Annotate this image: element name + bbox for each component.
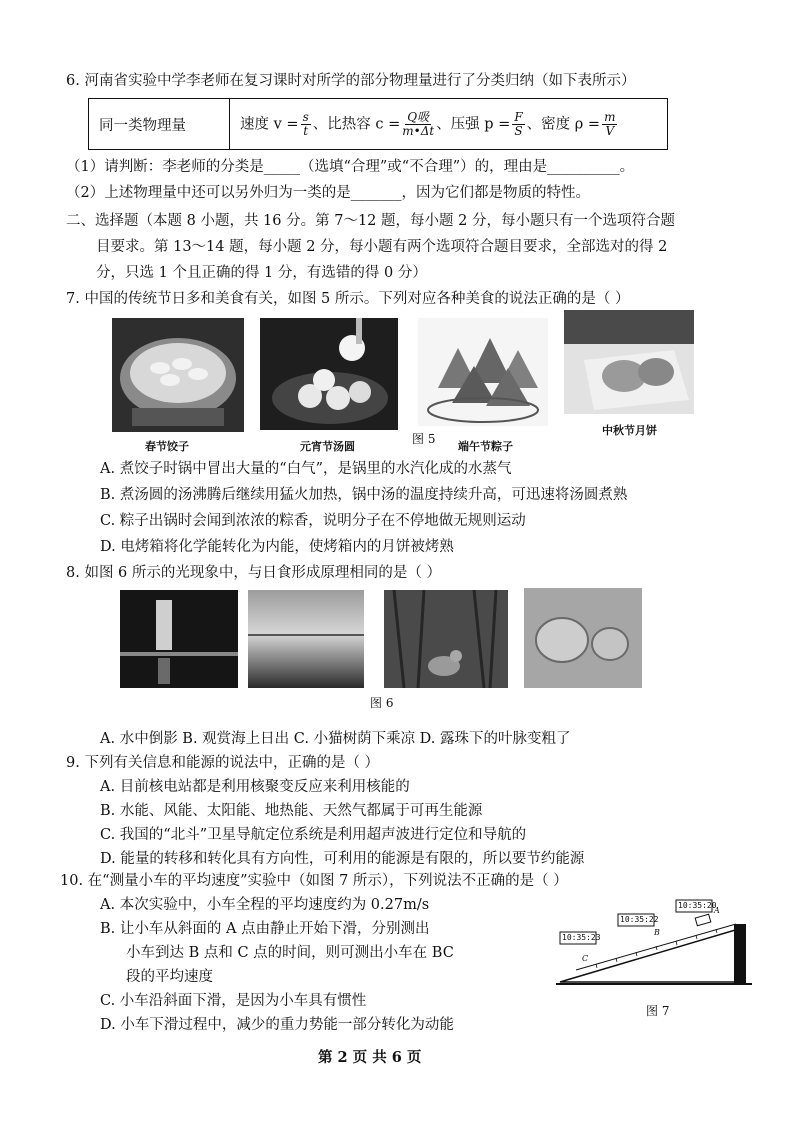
q10-option-b: B. 让小车从斜面的 A 点由静止开始下滑，分别测出 xyxy=(100,921,430,937)
caption-dumplings: 春节饺子 xyxy=(145,440,189,453)
q6-stem: 6. 河南省实验中学李老师在复习课时对所学的部分物理量进行了分类归纳（如下表所示） xyxy=(66,73,636,89)
q7-option-c: C. 粽子出锅时会闻到浓浓的粽香，说明分子在不停地做无规则运动 xyxy=(100,513,526,529)
q10-stem: 10. 在“测量小车的平均速度”实验中（如图 7 所示），下列说法不正确的是（ ） xyxy=(60,873,568,889)
point-c-label: C xyxy=(582,954,589,963)
dewdrop-photo xyxy=(524,588,642,688)
figure7-label: 图 7 xyxy=(646,1004,670,1018)
page-footer: 第 2 页 共 6 页 xyxy=(318,1049,422,1066)
q9-option-c: C. 我国的“北斗”卫星导航定位系统是利用超声波进行定位和导航的 xyxy=(100,827,527,843)
zongzi-photo xyxy=(418,318,548,426)
clock-a: 10:35:20 xyxy=(678,901,717,910)
q10-option-a: A. 本次实验中，小车全程的平均速度约为 0.27m/s xyxy=(100,897,430,913)
q9-option-b: B. 水能、风能、太阳能、地热能、天然气都属于可再生能源 xyxy=(100,803,483,819)
q8-options: A. 水中倒影 B. 观赏海上日出 C. 小猫树荫下乘凉 D. 露珠下的叶脉变粗了 xyxy=(100,731,571,747)
section2-line3: 分，只选 1 个且正确的得 1 分，有选错的得 0 分） xyxy=(96,265,427,281)
caption-tangyuan: 元宵节汤圆 xyxy=(300,440,355,453)
reflection-photo xyxy=(120,590,238,688)
q6-table xyxy=(88,98,668,150)
q10-option-c: C. 小车沿斜面下滑，是因为小车具有惯性 xyxy=(100,993,367,1009)
mooncake-photo xyxy=(564,310,694,414)
heat-label: 、比热容 c = xyxy=(312,116,401,132)
dumplings-photo xyxy=(112,318,244,432)
pressure-label: 、压强 p = xyxy=(436,116,511,132)
q9-option-a: A. 目前核电站都是利用核聚变反应来利用核能的 xyxy=(100,779,410,795)
speed-fraction: $\frac{s}{t}$ xyxy=(302,109,309,138)
q10-option-b-cont: 小车到达 B 点和 C 点的时间，则可测出小车在 BC xyxy=(126,945,454,961)
cat-shade-photo xyxy=(384,590,508,688)
q7-stem: 7. 中国的传统节日多和美食有关，如图 5 所示。下列对应各种美食的说法正确的是（ ） xyxy=(66,291,630,307)
q6-part2: （2）上述物理量中还可以另外归为一类的是_______，因为它们都是物质的特性。 xyxy=(66,185,590,201)
clock-c: 10:35:23 xyxy=(562,933,601,942)
sunrise-photo xyxy=(248,590,364,688)
clock-b: 10:35:22 xyxy=(620,915,659,924)
q7-option-a: A. 煮饺子时锅中冒出大量的“白气”，是锅里的水汽化成的水蒸气 xyxy=(100,461,512,477)
point-b-label: B xyxy=(654,928,660,937)
q10-option-b-cont2: 段的平均速度 xyxy=(126,969,213,985)
q9-stem: 9. 下列有关信息和能源的说法中，正确的是（ ） xyxy=(66,755,380,771)
figure6-label: 图 6 xyxy=(370,696,394,710)
q6-part1: （1）请判断：李老师的分类是_____（选填“合理”或“不合理”）的，理由是__________。 xyxy=(66,159,635,175)
density-fraction: $\frac{m}{V}$ xyxy=(604,109,616,138)
figure5-label: 图 5 xyxy=(412,432,436,446)
pressure-fraction: $\frac{F}{S}$ xyxy=(514,109,523,138)
caption-zongzi: 端午节粽子 xyxy=(458,440,513,453)
q7-option-b: B. 煮汤圆的汤沸腾后继续用猛火加热，锅中汤的温度持续升高，可迅速将汤圆煮熟 xyxy=(100,487,628,503)
q6-table-head: 同一类物理量 xyxy=(89,99,230,150)
point-a-label: A xyxy=(714,906,720,915)
caption-mooncake: 中秋节月饼 xyxy=(602,424,657,437)
incline-diagram xyxy=(556,894,754,994)
q10-option-d: D. 小车下滑过程中，减少的重力势能一部分转化为动能 xyxy=(100,1017,454,1033)
density-label: 、密度 ρ = xyxy=(526,116,601,132)
q7-option-d: D. 电烤箱将化学能转化为内能，使烤箱内的月饼被烤熟 xyxy=(100,539,454,555)
section2-line1: 二、选择题（本题 8 小题，共 16 分。第 7～12 题，每小题 2 分，每小题只有一个选项符合题 xyxy=(66,213,675,229)
speed-label: 速度 v = xyxy=(240,116,299,132)
section2-line2: 目要求。第 13～14 题，每小题 2 分，每小题有两个选项符合题目要求，全部选对的得 2 xyxy=(96,239,668,255)
tangyuan-photo xyxy=(260,318,398,430)
heat-fraction: $\frac{\text{Q吸}}{m•\Delta t}$ xyxy=(402,109,435,138)
q6-table-formulas xyxy=(230,99,668,150)
q8-stem: 8. 如图 6 所示的光现象中，与日食形成原理相同的是（ ） xyxy=(66,565,441,581)
q9-option-d: D. 能量的转移和转化具有方向性，可利用的能源是有限的，所以要节约能源 xyxy=(100,851,585,867)
